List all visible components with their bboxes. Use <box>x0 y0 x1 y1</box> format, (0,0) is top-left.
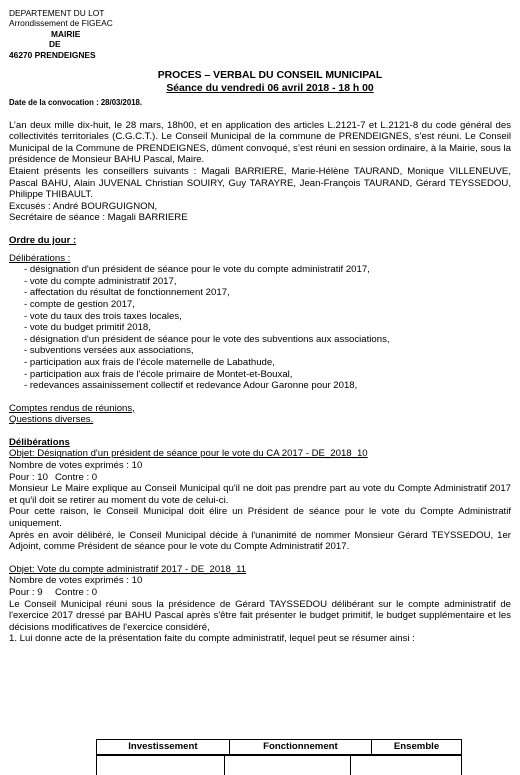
col-ensemble: Ensemble <box>372 740 462 755</box>
col-fonctionnement: Fonctionnement <box>229 740 371 755</box>
list-item: - subventions versées aux associations, <box>24 345 194 357</box>
vote-counts <box>9 587 511 599</box>
document-page <box>9 8 511 645</box>
intro-paragraph: L’an deux mille dix-huit, le 28 mars, 18h00, et en application des articles L.2121-7 et L.2121-8 du code général des collectivités territoriales (C.G.C.T.). Le Conseil Municipal de la commune de PRENDEIGNES, s’est réuni. Le Conseil Municipal de la Commune de PRENDEIGNES, dûment convoqué, s’est réuni en session ordinaire, à la Mairie, sous la présidence de Monsieur BAHU Pascal, Maire. <box>9 119 511 166</box>
mairie-line: MAIRIE <box>51 28 81 39</box>
vote-contre: Contre : 0 <box>55 587 98 598</box>
excuses-line: Excusés : André BOURGUIGNON, <box>9 200 158 212</box>
votes-exprimes: Nombre de votes exprimés : 10 <box>9 460 143 472</box>
agenda-list <box>9 264 511 392</box>
questions-diverses-line: Questions diverses. <box>9 414 94 426</box>
col-investissement: Investissement <box>97 740 230 755</box>
vote-contre: Contre : 0 <box>55 471 98 483</box>
summary-table <box>96 739 462 756</box>
table-header-row <box>97 740 462 755</box>
list-item: - désignation d'un président de séance pour le vote des subventions aux associations, <box>24 333 390 345</box>
letterhead <box>9 8 511 60</box>
department-line: DEPARTEMENT DU LOT <box>9 8 105 18</box>
secretaire-line: Secrétaire de séance : Magali BARRIERE <box>9 212 188 224</box>
document-title <box>9 69 511 95</box>
vote-counts <box>9 472 511 484</box>
list-item: - compte de gestion 2017, <box>24 298 135 310</box>
list-item: - redevances assainissement collectif et redevance Adour Garonne pour 2018, <box>24 380 358 392</box>
list-item: - vote du budget primitif 2018, <box>24 322 151 334</box>
list-item: - vote du compte administratif 2017, <box>24 275 177 287</box>
comptes-rendus-line: Comptes rendus de réunions, <box>9 402 135 414</box>
deliberation-10 <box>9 448 511 552</box>
commune-line: 46270 PRENDEIGNES <box>9 49 96 60</box>
title-main: PROCES – VERBAL DU CONSEIL MUNICIPAL <box>157 70 383 82</box>
vote-pour: Pour : 9 <box>9 587 43 598</box>
objet-line: Objet: Vote du compte administratif 2017 - DE_2018_11 <box>9 563 247 575</box>
paragraph: 1. Lui donne acte de la présentation faite du compte administratif, lequel peut se résumer ainsi : <box>9 633 415 645</box>
list-item: - participation aux frais de l'école primaire de Montet-et-Bouxal, <box>24 368 293 380</box>
objet-line: Objet: Désignation d'un président de séance pour le vote du CA 2017 - DE_2018_10 <box>9 448 368 460</box>
table-body-partial <box>96 755 462 775</box>
list-item: - participation aux frais de l'école maternelle de Labathude, <box>24 356 275 368</box>
vote-pour: Pour : 10 <box>9 471 48 483</box>
de-line: DE <box>49 39 61 50</box>
list-item: - affectation du résultat de fonctionnement 2017, <box>24 287 230 299</box>
convocation-date: Date de la convocation : 28/03/2018. <box>9 98 143 108</box>
deliberations-subheading: Délibérations : <box>9 252 71 264</box>
paragraph: Le Conseil Municipal réuni sous la présidence de Gérard TAYSSEDOU délibérant sur le compte administratif de l'exercice 2017 dressé par BAHU Pascal après s'être fait présenter le budget primitif, le budget supplémentaire et les décisions modificatives de l'exercice considéré, <box>9 598 511 633</box>
session-date: Séance du vendredi 06 avril 2018 - 18 h 00 <box>166 83 374 95</box>
arrondissement-line: Arrondissement de FIGEAC <box>9 18 113 29</box>
ordre-du-jour-heading: Ordre du jour : <box>9 234 77 246</box>
votes-exprimes: Nombre de votes exprimés : 10 <box>9 575 143 587</box>
paragraph: Pour cette raison, le Conseil Municipal doit élire un Président de séance pour le vote du Compte Administratif uniquement. <box>9 506 511 530</box>
list-item: - vote du taux des trois taxes locales, <box>24 310 182 322</box>
deliberations-heading: Délibérations <box>9 436 70 448</box>
presents-paragraph: Etaient présents les conseillers suivants : Magali BARRIERE, Marie-Hélène TAURAND, Monique VILLENEUVE, Pascal BAHU, Alain JUVENAL Christian SOUIRY, Guy TARAYRE, Jean-François TAURAND, Gérard TEYSSEDOU, Philippe THIBAULT. <box>9 166 511 201</box>
paragraph: Monsieur Le Maire explique au Conseil Municipal qu'il ne doit pas prendre part au vote du Compte Administratif 2017 et qu'il doit se retirer au moment du vote de celui-ci. <box>9 483 511 506</box>
deliberation-11 <box>9 564 511 645</box>
list-item: - désignation d'un président de séance pour le vote du compte administratif 2017, <box>24 264 370 276</box>
paragraph: Après en avoir délibéré, le Conseil Municipal décide à l'unanimité de nommer Monsieur Gérard TEYSSEDOU, 1er Adjoint, comme Président de séance pour le vote du Compte Administratif 2017. <box>9 529 511 553</box>
